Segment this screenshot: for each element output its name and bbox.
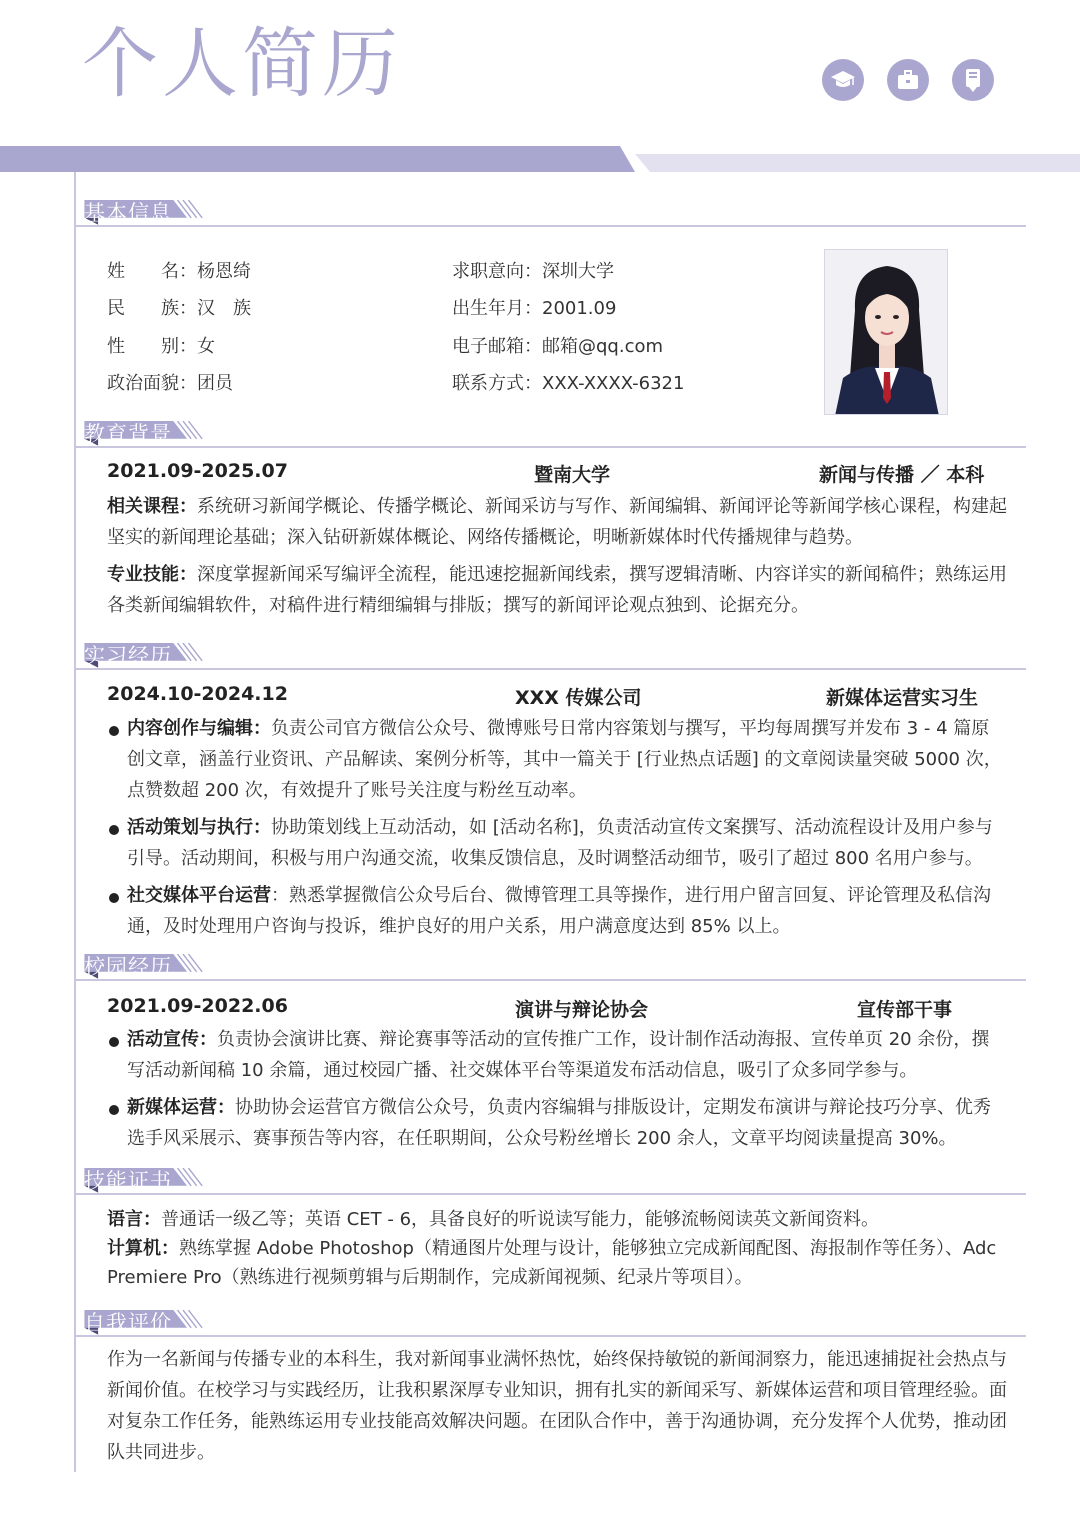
section-title: 技能证书 bbox=[84, 1169, 172, 1193]
education-skills bbox=[107, 559, 1007, 621]
list-item bbox=[107, 1092, 1007, 1154]
list-item bbox=[107, 812, 1007, 874]
language-label: 语言： bbox=[107, 1209, 161, 1230]
birth-row bbox=[452, 297, 616, 321]
header-icons bbox=[822, 59, 994, 101]
campus-header bbox=[107, 995, 987, 1023]
self-evaluation bbox=[107, 1344, 1007, 1468]
intent-label: 求职意向： bbox=[452, 261, 542, 282]
item-label: 活动宣传： bbox=[127, 1029, 217, 1050]
computer-text-line1: 熟练掌握 Adobe Photoshop（精通图片处理与设计，能够独立完成新闻配图、海报制作等任务）、Adc bbox=[179, 1238, 997, 1259]
email-label: 电子邮箱： bbox=[452, 336, 542, 357]
skills-computer bbox=[107, 1234, 1012, 1263]
item-label: 新媒体运营： bbox=[127, 1097, 235, 1118]
list-item bbox=[107, 713, 1007, 806]
briefcase-icon bbox=[887, 59, 929, 101]
section-header-self bbox=[56, 1310, 1026, 1348]
item-text: 负责公司官方微信公众号、微博账号日常内容策划与撰写，平均每周撰写并发布 3 - 4 篇原创文章，涵盖行业资讯、产品解读、案例分析等，其中一篇关于 [行业热点话题] 的文章阅读量突破 5000 次，点赞数超 200 次，有效提升了账号关注度与粉丝互动率。 bbox=[127, 718, 1002, 801]
item-text: 协助策划线上互动活动，如 [活动名称]，负责活动宣传文案撰写、活动流程设计及用户参与引导。活动期间，积极与用户沟通交流，收集反馈信息，及时调整活动细节，吸引了超过 800 名用户参与。 bbox=[127, 817, 993, 869]
header-band bbox=[0, 146, 1080, 172]
gender-label: 性 别： bbox=[107, 336, 197, 357]
political-label: 政治面貌： bbox=[107, 373, 197, 394]
section-title: 自我评价 bbox=[84, 1311, 172, 1335]
name-value: 杨恩绮 bbox=[197, 261, 251, 282]
timeline-line bbox=[74, 172, 76, 1472]
item-text: 负责协会演讲比赛、辩论赛事等活动的宣传推广工作，设计制作活动海报、宣传单页 20 余份，撰写活动新闻稿 10 余篇，通过校园广播、社交媒体平台等渠道发布活动信息，吸引了众多同学参与。 bbox=[127, 1029, 990, 1081]
bullet-dot bbox=[109, 726, 119, 736]
bullet-dot bbox=[109, 1037, 119, 1047]
education-school: 暨南大学 bbox=[534, 464, 611, 486]
item-label: 社交媒体平台运营 bbox=[127, 885, 271, 906]
skills-label: 专业技能： bbox=[107, 564, 197, 585]
page-title: 个人简历 bbox=[82, 19, 402, 108]
email-row bbox=[452, 335, 663, 359]
intent-row bbox=[452, 260, 614, 284]
computer-label: 计算机： bbox=[107, 1238, 179, 1259]
section-title: 校园经历 bbox=[84, 955, 172, 979]
bullet-dot bbox=[109, 1105, 119, 1115]
email-value: 邮箱@qq.com bbox=[542, 336, 664, 357]
section-header-basic bbox=[56, 200, 1026, 238]
birth-value: 2001.09 bbox=[542, 298, 617, 319]
item-text: ：熟悉掌握微信公众号后台、微博管理工具等操作，进行用户留言回复、评论管理及私信沟通，及时处理用户咨询与投诉，维护良好的用户关系，用户满意度达到 85% 以上。 bbox=[127, 885, 991, 937]
internship-company: XXX 传媒公司 bbox=[515, 687, 642, 709]
section-title: 实习经历 bbox=[84, 644, 172, 668]
list-item bbox=[107, 880, 1007, 942]
education-header bbox=[107, 460, 987, 488]
ethnic-value: 汉 族 bbox=[197, 298, 251, 319]
courses-text: 系统研习新闻学概论、传播学概论、新闻采访与写作、新闻编辑、新闻评论等新闻学核心课程，构建起坚实的新闻理论基础；深入钻研新媒体概论、网络传播概论，明晰新媒体时代传播规律与趋势。 bbox=[107, 496, 1007, 548]
bullet-dot bbox=[109, 825, 119, 835]
intent-value: 深圳大学 bbox=[542, 261, 614, 282]
gender-row bbox=[107, 335, 215, 359]
birth-label: 出生年月： bbox=[452, 298, 542, 319]
education-courses bbox=[107, 491, 1007, 553]
item-text: 协助协会运营官方微信公众号，负责内容编辑与排版设计，定期发布演讲与辩论技巧分享、优秀选手风采展示、赛事预告等内容，在任职期间，公众号粉丝增长 200 余人，文章平均阅读量提高 30%。 bbox=[127, 1097, 991, 1149]
language-text: 普通话一级乙等；英语 CET - 6，具备良好的听说读写能力，能够流畅阅读英文新闻资料。 bbox=[161, 1209, 880, 1230]
internship-role: 新媒体运营实习生 bbox=[826, 687, 979, 709]
skills-language bbox=[107, 1205, 1007, 1234]
name-label: 姓 名： bbox=[107, 261, 197, 282]
section-header-education bbox=[56, 421, 1026, 459]
education-major: 新闻与传播 ／ 本科 bbox=[819, 464, 985, 486]
courses-label: 相关课程： bbox=[107, 496, 197, 517]
list-item bbox=[107, 1024, 1007, 1086]
skills-computer-cont bbox=[107, 1263, 1007, 1292]
section-title: 教育背景 bbox=[84, 422, 172, 446]
certificate-icon bbox=[952, 59, 994, 101]
bullet-dot bbox=[109, 893, 119, 903]
campus-date: 2021.09-2022.06 bbox=[107, 995, 288, 1017]
gender-value: 女 bbox=[197, 336, 215, 357]
name-row bbox=[107, 260, 251, 284]
phone-value: XXX-XXXX-6321 bbox=[542, 373, 685, 394]
section-title: 基本信息 bbox=[84, 201, 172, 225]
item-label: 活动策划与执行： bbox=[127, 817, 271, 838]
campus-org: 演讲与辩论协会 bbox=[515, 999, 649, 1021]
avatar bbox=[824, 249, 948, 415]
internship-header bbox=[107, 683, 987, 711]
phone-row bbox=[452, 372, 684, 396]
ethnic-row bbox=[107, 297, 251, 321]
section-header-campus bbox=[56, 954, 1026, 992]
computer-text-line2: Premiere Pro（熟练进行视频剪辑与后期制作，完成新闻视频、纪录片等项目）。 bbox=[107, 1267, 753, 1288]
item-label: 内容创作与编辑： bbox=[127, 718, 271, 739]
political-value: 团员 bbox=[197, 373, 233, 394]
campus-role: 宣传部干事 bbox=[857, 999, 953, 1021]
self-evaluation-text: 作为一名新闻与传播专业的本科生，我对新闻事业满怀热忱，始终保持敏锐的新闻洞察力，能迅速捕捉社会热点与新闻价值。在校学习与实践经历，让我积累深厚专业知识，拥有扎实的新闻采写、新媒体运营和项目管理经验。面对复杂工作任务，能熟练运用专业技能高效解决问题。在团队合作中，善于沟通协调，充分发挥个人优势，推动团队共同进步。 bbox=[107, 1349, 1007, 1463]
graduation-cap-icon bbox=[822, 59, 864, 101]
section-header-internship bbox=[56, 643, 1026, 681]
skills-text: 深度掌握新闻采写编评全流程，能迅速挖掘新闻线索，撰写逻辑清晰、内容详实的新闻稿件；熟练运用各类新闻编辑软件，对稿件进行精细编辑与排版；撰写的新闻评论观点独到、论据充分。 bbox=[107, 564, 1007, 616]
phone-label: 联系方式： bbox=[452, 373, 542, 394]
section-header-skills bbox=[56, 1168, 1026, 1206]
internship-date: 2024.10-2024.12 bbox=[107, 683, 288, 705]
political-row bbox=[107, 372, 233, 396]
education-date: 2021.09-2025.07 bbox=[107, 460, 288, 482]
ethnic-label: 民 族： bbox=[107, 298, 197, 319]
